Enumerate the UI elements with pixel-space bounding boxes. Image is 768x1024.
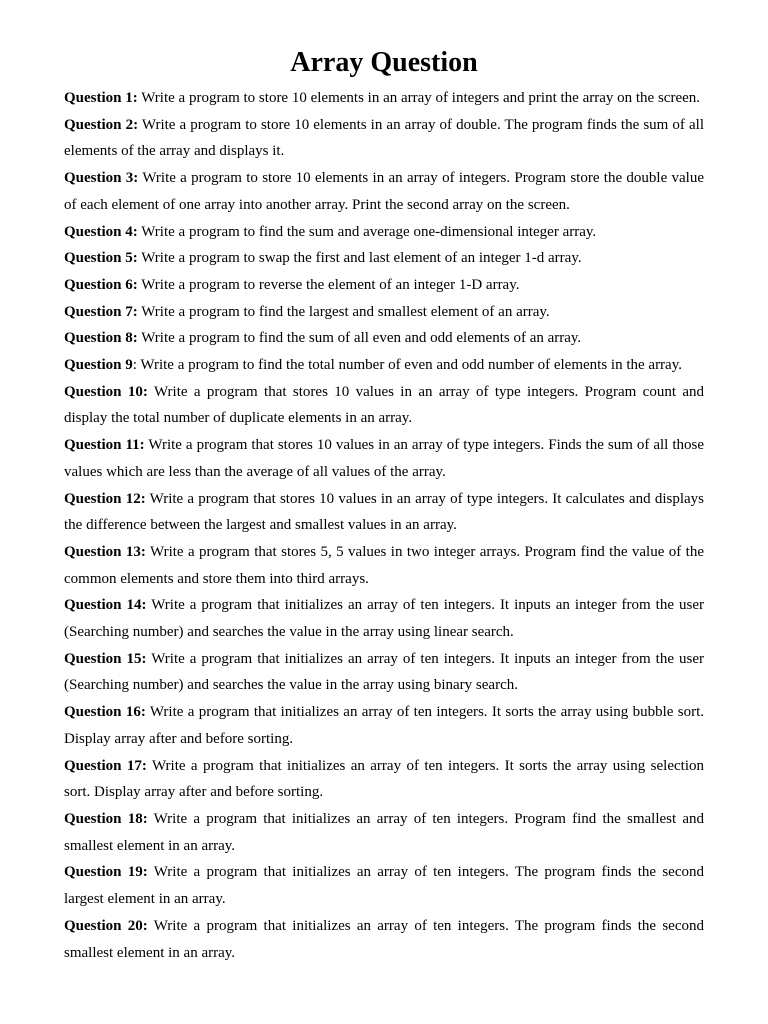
question-3 (64, 165, 704, 218)
question-1 (64, 85, 704, 112)
question-19 (64, 859, 704, 912)
question-17 (64, 753, 704, 806)
question-text: Write a program that initializes an array of ten integers. Program find the smallest and smallest element in an array. (64, 810, 705, 854)
question-20 (64, 913, 704, 966)
question-label: Question 6: (64, 276, 138, 293)
question-text: Write a program to find the sum of all even and odd elements of an array. (141, 330, 582, 347)
question-18 (64, 806, 704, 859)
question-11 (64, 432, 704, 485)
question-label: Question 1: (64, 90, 138, 106)
question-label: Question 18: (64, 810, 148, 827)
question-text: Write a program to store 10 elements in an array of integers and print the array on the screen. (141, 90, 701, 106)
question-label: Question 9 (64, 357, 133, 374)
question-2 (64, 112, 704, 165)
question-6 (64, 272, 704, 299)
question-12 (64, 486, 704, 539)
question-14 (64, 592, 704, 645)
question-label: Question 3: (64, 170, 139, 187)
question-15 (64, 646, 704, 699)
question-text: Write a program to find the sum and average one-dimensional integer array. (141, 223, 597, 240)
question-text: Write a program that initializes an array of ten integers. The program finds the second smallest element in an array. (64, 917, 704, 961)
question-text: Write a program that initializes an array of ten integers. It sorts the array using bubble sort. Display array after and before sorting. (64, 704, 704, 747)
question-label: Question 11: (64, 437, 145, 454)
question-label: Question 8: (64, 330, 138, 347)
question-text: Write a program to swap the first and last element of an integer 1-d array. (141, 250, 582, 267)
question-5 (64, 245, 704, 272)
question-label: Question 12: (64, 490, 146, 507)
question-text: Write a program to store 10 elements in an array of integers. Program store the double value of each element of one array into another array. Print the second array on the screen. (64, 170, 705, 213)
question-text: : Write a program to find the total number of even and odd number of elements in the array. (132, 357, 682, 374)
question-13 (64, 539, 704, 592)
question-label: Question 15: (64, 650, 147, 667)
question-8 (64, 325, 704, 352)
question-text: Write a program that initializes an array of ten integers. It inputs an integer from the user (Searching number) and searches the value in the array using binary search. (64, 650, 704, 694)
question-text: Write a program that initializes an array of ten integers. The program finds the second largest element in an array. (64, 864, 704, 908)
question-text: Write a program to store 10 elements in an array of double. The program finds the sum of all elements of the array and displays it. (64, 116, 704, 160)
question-text: Write a program that stores 10 values in an array of type integers. It calculates and displays the difference between the largest and smallest values in an array. (64, 490, 704, 534)
question-text: Write a program that stores 5, 5 values in two integer arrays. Program find the value of the common elements and store them into third arrays. (64, 543, 704, 587)
question-label: Question 5: (64, 250, 138, 267)
question-label: Question 14: (64, 597, 147, 614)
question-text: Write a program to find the largest and smallest element of an array. (141, 303, 550, 320)
question-label: Question 19: (64, 864, 148, 881)
question-16 (64, 699, 704, 752)
question-text: Write a program that stores 10 values in an array of type integers. Finds the sum of all those values which are less than the average of all values of the array. (64, 437, 704, 480)
question-label: Question 4: (64, 223, 138, 240)
question-text: Write a program that initializes an array of ten integers. It inputs an integer from the user (Searching number) and searches the value in the array using linear search. (64, 597, 704, 641)
question-4 (64, 219, 704, 246)
question-10 (64, 379, 704, 432)
page-title: Array Question (290, 47, 478, 78)
question-text: Write a program to reverse the element of an integer 1-D array. (141, 276, 520, 293)
question-label: Question 17: (64, 757, 147, 774)
question-7 (64, 299, 704, 326)
question-label: Question 20: (64, 917, 148, 934)
question-label: Question 7: (64, 303, 138, 320)
question-text: Write a program that stores 10 values in an array of type integers. Program count and display the total number of duplicate elements in an array. (64, 383, 704, 427)
question-label: Question 13: (64, 543, 146, 560)
question-label: Question 2: (64, 116, 139, 133)
question-label: Question 10: (64, 383, 148, 400)
question-text: Write a program that initializes an array of ten integers. It sorts the array using selection sort. Display array after and before sorting. (64, 757, 704, 801)
question-9 (64, 352, 704, 379)
question-label: Question 16: (64, 704, 146, 721)
